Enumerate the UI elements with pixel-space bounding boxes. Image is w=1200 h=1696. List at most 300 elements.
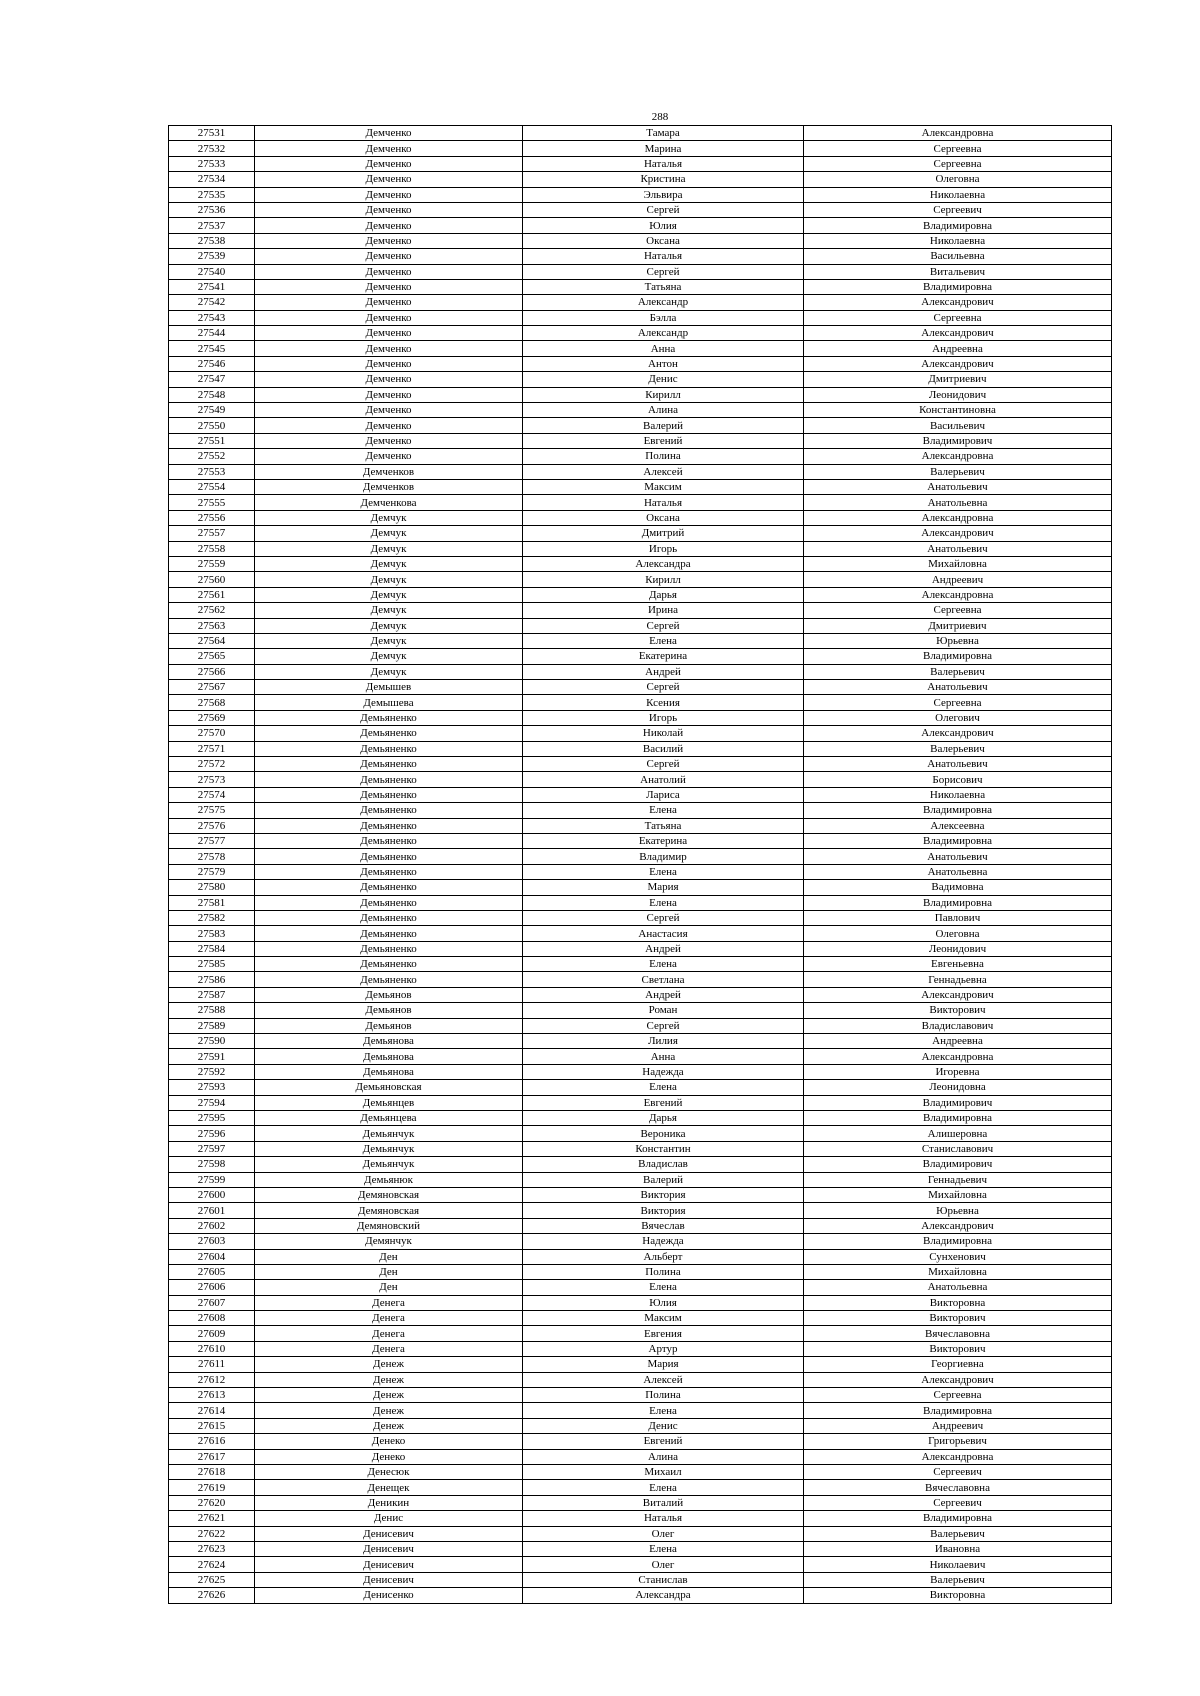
record-number-cell: 27583 — [169, 926, 255, 941]
patronymic-cell: Андреевич — [804, 1418, 1112, 1433]
record-number-cell: 27593 — [169, 1080, 255, 1095]
record-number-cell: 27557 — [169, 526, 255, 541]
roster-table — [168, 125, 1112, 1604]
surname-cell: Демьянов — [255, 1018, 523, 1033]
first-name-cell: Кирилл — [523, 387, 804, 402]
patronymic-cell: Александрович — [804, 1218, 1112, 1233]
table-row — [169, 1034, 1112, 1049]
surname-cell: Демченко — [255, 202, 523, 217]
patronymic-cell: Дмитриевич — [804, 372, 1112, 387]
table-row — [169, 726, 1112, 741]
table-row — [169, 633, 1112, 648]
record-number-cell: 27603 — [169, 1234, 255, 1249]
table-row — [169, 1111, 1112, 1126]
surname-cell: Демченко — [255, 433, 523, 448]
patronymic-cell: Владимировна — [804, 895, 1112, 910]
first-name-cell: Алина — [523, 403, 804, 418]
surname-cell: Ден — [255, 1249, 523, 1264]
patronymic-cell: Алишеровна — [804, 1126, 1112, 1141]
surname-cell: Демчук — [255, 526, 523, 541]
first-name-cell: Елена — [523, 803, 804, 818]
record-number-cell: 27567 — [169, 680, 255, 695]
table-row — [169, 1264, 1112, 1279]
surname-cell: Денисевич — [255, 1526, 523, 1541]
patronymic-cell: Олеговна — [804, 926, 1112, 941]
first-name-cell: Сергей — [523, 1018, 804, 1033]
surname-cell: Демченко — [255, 326, 523, 341]
first-name-cell: Сергей — [523, 618, 804, 633]
surname-cell: Демченко — [255, 310, 523, 325]
patronymic-cell: Владимирович — [804, 1157, 1112, 1172]
record-number-cell: 27554 — [169, 479, 255, 494]
surname-cell: Демченко — [255, 264, 523, 279]
record-number-cell: 27566 — [169, 664, 255, 679]
first-name-cell: Андрей — [523, 664, 804, 679]
record-number-cell: 27579 — [169, 864, 255, 879]
surname-cell: Демьянчук — [255, 1126, 523, 1141]
record-number-cell: 27606 — [169, 1280, 255, 1295]
patronymic-cell: Андреевна — [804, 1034, 1112, 1049]
record-number-cell: 27585 — [169, 957, 255, 972]
patronymic-cell: Дмитриевич — [804, 618, 1112, 633]
patronymic-cell: Александровна — [804, 587, 1112, 602]
surname-cell: Денесюк — [255, 1464, 523, 1479]
table-row — [169, 910, 1112, 925]
patronymic-cell: Сергеевна — [804, 1388, 1112, 1403]
table-row — [169, 1187, 1112, 1202]
patronymic-cell: Михайловна — [804, 1187, 1112, 1202]
record-number-cell: 27573 — [169, 772, 255, 787]
patronymic-cell: Владимирович — [804, 1095, 1112, 1110]
record-number-cell: 27612 — [169, 1372, 255, 1387]
surname-cell: Демьяненко — [255, 864, 523, 879]
record-number-cell: 27571 — [169, 741, 255, 756]
first-name-cell: Бэлла — [523, 310, 804, 325]
record-number-cell: 27569 — [169, 710, 255, 725]
first-name-cell: Максим — [523, 479, 804, 494]
surname-cell: Денега — [255, 1295, 523, 1310]
first-name-cell: Евгений — [523, 433, 804, 448]
surname-cell: Демьяненко — [255, 910, 523, 925]
record-number-cell: 27604 — [169, 1249, 255, 1264]
table-row — [169, 880, 1112, 895]
first-name-cell: Татьяна — [523, 818, 804, 833]
record-number-cell: 27625 — [169, 1572, 255, 1587]
patronymic-cell: Андреевна — [804, 341, 1112, 356]
patronymic-cell: Александровна — [804, 1049, 1112, 1064]
table-row — [169, 403, 1112, 418]
patronymic-cell: Владимировна — [804, 218, 1112, 233]
table-row — [169, 1588, 1112, 1603]
table-row — [169, 541, 1112, 556]
record-number-cell: 27545 — [169, 341, 255, 356]
surname-cell: Демьянцев — [255, 1095, 523, 1110]
table-row — [169, 803, 1112, 818]
first-name-cell: Светлана — [523, 972, 804, 987]
surname-cell: Демчук — [255, 649, 523, 664]
patronymic-cell: Анатольевна — [804, 864, 1112, 879]
table-row — [169, 603, 1112, 618]
table-row — [169, 1141, 1112, 1156]
record-number-cell: 27532 — [169, 141, 255, 156]
table-row — [169, 1541, 1112, 1556]
table-row — [169, 172, 1112, 187]
first-name-cell: Елена — [523, 1403, 804, 1418]
first-name-cell: Альберт — [523, 1249, 804, 1264]
record-number-cell: 27555 — [169, 495, 255, 510]
table-row — [169, 864, 1112, 879]
surname-cell: Демьяненко — [255, 710, 523, 725]
record-number-cell: 27587 — [169, 987, 255, 1002]
patronymic-cell: Вячеславовна — [804, 1480, 1112, 1495]
surname-cell: Демьяненко — [255, 941, 523, 956]
surname-cell: Денисенко — [255, 1588, 523, 1603]
record-number-cell: 27550 — [169, 418, 255, 433]
table-row — [169, 1418, 1112, 1433]
record-number-cell: 27536 — [169, 202, 255, 217]
first-name-cell: Полина — [523, 1264, 804, 1279]
first-name-cell: Анатолий — [523, 772, 804, 787]
record-number-cell: 27542 — [169, 295, 255, 310]
surname-cell: Денеж — [255, 1418, 523, 1433]
first-name-cell: Тамара — [523, 126, 804, 141]
record-number-cell: 27565 — [169, 649, 255, 664]
record-number-cell: 27623 — [169, 1541, 255, 1556]
record-number-cell: 27602 — [169, 1218, 255, 1233]
surname-cell: Денеж — [255, 1372, 523, 1387]
surname-cell: Денисевич — [255, 1557, 523, 1572]
first-name-cell: Дарья — [523, 587, 804, 602]
surname-cell: Демяновская — [255, 1203, 523, 1218]
first-name-cell: Полина — [523, 449, 804, 464]
table-row — [169, 1172, 1112, 1187]
record-number-cell: 27568 — [169, 695, 255, 710]
record-number-cell: 27562 — [169, 603, 255, 618]
record-number-cell: 27551 — [169, 433, 255, 448]
first-name-cell: Елена — [523, 1480, 804, 1495]
first-name-cell: Артур — [523, 1341, 804, 1356]
first-name-cell: Екатерина — [523, 649, 804, 664]
page-number: 288 — [651, 111, 669, 123]
patronymic-cell: Леонидович — [804, 387, 1112, 402]
patronymic-cell: Николаевич — [804, 1557, 1112, 1572]
table-row — [169, 1557, 1112, 1572]
table-row — [169, 464, 1112, 479]
first-name-cell: Лариса — [523, 787, 804, 802]
patronymic-cell: Ивановна — [804, 1541, 1112, 1556]
surname-cell: Ден — [255, 1264, 523, 1279]
patronymic-cell: Игоревна — [804, 1064, 1112, 1079]
record-number-cell: 27543 — [169, 310, 255, 325]
patronymic-cell: Сунхенович — [804, 1249, 1112, 1264]
patronymic-cell: Валерьевич — [804, 664, 1112, 679]
surname-cell: Демьянчук — [255, 1141, 523, 1156]
surname-cell: Демчук — [255, 603, 523, 618]
surname-cell: Демьяненко — [255, 895, 523, 910]
patronymic-cell: Витальевич — [804, 264, 1112, 279]
first-name-cell: Сергей — [523, 757, 804, 772]
record-number-cell: 27591 — [169, 1049, 255, 1064]
record-number-cell: 27538 — [169, 233, 255, 248]
record-number-cell: 27600 — [169, 1187, 255, 1202]
table-row — [169, 680, 1112, 695]
first-name-cell: Елена — [523, 864, 804, 879]
first-name-cell: Елена — [523, 895, 804, 910]
surname-cell: Демчук — [255, 572, 523, 587]
patronymic-cell: Валерьевич — [804, 741, 1112, 756]
first-name-cell: Анна — [523, 1049, 804, 1064]
table-row — [169, 1280, 1112, 1295]
first-name-cell: Ксения — [523, 695, 804, 710]
patronymic-cell: Анатольевна — [804, 495, 1112, 510]
patronymic-cell: Павлович — [804, 910, 1112, 925]
patronymic-cell: Николаевна — [804, 787, 1112, 802]
surname-cell: Демчук — [255, 556, 523, 571]
first-name-cell: Лилия — [523, 1034, 804, 1049]
record-number-cell: 27605 — [169, 1264, 255, 1279]
surname-cell: Демчук — [255, 664, 523, 679]
record-number-cell: 27582 — [169, 910, 255, 925]
table-row — [169, 1095, 1112, 1110]
patronymic-cell: Владимировна — [804, 1511, 1112, 1526]
patronymic-cell: Сергеевна — [804, 141, 1112, 156]
first-name-cell: Анна — [523, 341, 804, 356]
table-row — [169, 1526, 1112, 1541]
patronymic-cell: Михайловна — [804, 556, 1112, 571]
record-number-cell: 27620 — [169, 1495, 255, 1510]
first-name-cell: Вероника — [523, 1126, 804, 1141]
surname-cell: Демченко — [255, 141, 523, 156]
surname-cell: Демченко — [255, 449, 523, 464]
first-name-cell: Владислав — [523, 1157, 804, 1172]
table-row — [169, 695, 1112, 710]
surname-cell: Денеж — [255, 1357, 523, 1372]
table-row — [169, 1064, 1112, 1079]
patronymic-cell: Олеговна — [804, 172, 1112, 187]
table-row — [169, 433, 1112, 448]
first-name-cell: Николай — [523, 726, 804, 741]
surname-cell: Демьянова — [255, 1049, 523, 1064]
table-row — [169, 895, 1112, 910]
table-row — [169, 310, 1112, 325]
surname-cell: Демченко — [255, 403, 523, 418]
first-name-cell: Елена — [523, 1541, 804, 1556]
first-name-cell: Кирилл — [523, 572, 804, 587]
record-number-cell: 27592 — [169, 1064, 255, 1079]
surname-cell: Демченко — [255, 218, 523, 233]
patronymic-cell: Вячеславовна — [804, 1326, 1112, 1341]
table-row — [169, 849, 1112, 864]
table-row — [169, 1311, 1112, 1326]
first-name-cell: Наталья — [523, 1511, 804, 1526]
first-name-cell: Юлия — [523, 218, 804, 233]
first-name-cell: Игорь — [523, 541, 804, 556]
first-name-cell: Юлия — [523, 1295, 804, 1310]
first-name-cell: Игорь — [523, 710, 804, 725]
first-name-cell: Андрей — [523, 941, 804, 956]
patronymic-cell: Олегович — [804, 710, 1112, 725]
patronymic-cell: Михайловна — [804, 1264, 1112, 1279]
record-number-cell: 27531 — [169, 126, 255, 141]
record-number-cell: 27607 — [169, 1295, 255, 1310]
record-number-cell: 27613 — [169, 1388, 255, 1403]
table-row — [169, 556, 1112, 571]
first-name-cell: Алексей — [523, 1372, 804, 1387]
patronymic-cell: Викторович — [804, 1311, 1112, 1326]
table-row — [169, 1218, 1112, 1233]
table-row — [169, 156, 1112, 171]
table-row — [169, 926, 1112, 941]
patronymic-cell: Григорьевич — [804, 1434, 1112, 1449]
record-number-cell: 27621 — [169, 1511, 255, 1526]
table-row — [169, 1049, 1112, 1064]
table-row — [169, 526, 1112, 541]
record-number-cell: 27560 — [169, 572, 255, 587]
patronymic-cell: Александрович — [804, 726, 1112, 741]
patronymic-cell: Сергеевна — [804, 695, 1112, 710]
first-name-cell: Елена — [523, 957, 804, 972]
first-name-cell: Денис — [523, 372, 804, 387]
first-name-cell: Евгений — [523, 1434, 804, 1449]
first-name-cell: Надежда — [523, 1234, 804, 1249]
table-row — [169, 218, 1112, 233]
surname-cell: Демьяненко — [255, 972, 523, 987]
record-number-cell: 27540 — [169, 264, 255, 279]
record-number-cell: 27535 — [169, 187, 255, 202]
surname-cell: Демченко — [255, 187, 523, 202]
surname-cell: Демченко — [255, 249, 523, 264]
record-number-cell: 27580 — [169, 880, 255, 895]
surname-cell: Денещек — [255, 1480, 523, 1495]
surname-cell: Демьяновская — [255, 1080, 523, 1095]
record-number-cell: 27597 — [169, 1141, 255, 1156]
patronymic-cell: Владиславович — [804, 1018, 1112, 1033]
table-row — [169, 341, 1112, 356]
first-name-cell: Виталий — [523, 1495, 804, 1510]
surname-cell: Денисевич — [255, 1541, 523, 1556]
patronymic-cell: Владимировна — [804, 1234, 1112, 1249]
first-name-cell: Олег — [523, 1526, 804, 1541]
surname-cell: Демьянчук — [255, 1157, 523, 1172]
patronymic-cell: Евгеньевна — [804, 957, 1112, 972]
first-name-cell: Евгений — [523, 1095, 804, 1110]
first-name-cell: Наталья — [523, 249, 804, 264]
first-name-cell: Андрей — [523, 987, 804, 1002]
record-number-cell: 27552 — [169, 449, 255, 464]
surname-cell: Демышева — [255, 695, 523, 710]
first-name-cell: Александр — [523, 295, 804, 310]
surname-cell: Демченков — [255, 464, 523, 479]
first-name-cell: Мария — [523, 880, 804, 895]
record-number-cell: 27594 — [169, 1095, 255, 1110]
surname-cell: Демчук — [255, 587, 523, 602]
table-row — [169, 1434, 1112, 1449]
patronymic-cell: Георгиевна — [804, 1357, 1112, 1372]
record-number-cell: 27601 — [169, 1203, 255, 1218]
surname-cell: Демченков — [255, 479, 523, 494]
surname-cell: Демьянов — [255, 1003, 523, 1018]
first-name-cell: Александр — [523, 326, 804, 341]
record-number-cell: 27618 — [169, 1464, 255, 1479]
surname-cell: Демченко — [255, 279, 523, 294]
patronymic-cell: Александрович — [804, 987, 1112, 1002]
surname-cell: Денисевич — [255, 1572, 523, 1587]
record-number-cell: 27575 — [169, 803, 255, 818]
surname-cell: Денега — [255, 1326, 523, 1341]
patronymic-cell: Сергеевич — [804, 202, 1112, 217]
table-row — [169, 772, 1112, 787]
surname-cell: Денеж — [255, 1388, 523, 1403]
patronymic-cell: Леонидовна — [804, 1080, 1112, 1095]
record-number-cell: 27581 — [169, 895, 255, 910]
table-row — [169, 1449, 1112, 1464]
first-name-cell: Надежда — [523, 1064, 804, 1079]
patronymic-cell: Геннадьевна — [804, 972, 1112, 987]
table-row — [169, 664, 1112, 679]
first-name-cell: Василий — [523, 741, 804, 756]
record-number-cell: 27609 — [169, 1326, 255, 1341]
record-number-cell: 27561 — [169, 587, 255, 602]
first-name-cell: Анастасия — [523, 926, 804, 941]
record-number-cell: 27577 — [169, 833, 255, 848]
record-number-cell: 27584 — [169, 941, 255, 956]
table-row — [169, 1403, 1112, 1418]
record-number-cell: 27553 — [169, 464, 255, 479]
record-number-cell: 27595 — [169, 1111, 255, 1126]
patronymic-cell: Сергеевна — [804, 156, 1112, 171]
surname-cell: Деникин — [255, 1495, 523, 1510]
table-row — [169, 418, 1112, 433]
patronymic-cell: Станиславович — [804, 1141, 1112, 1156]
first-name-cell: Роман — [523, 1003, 804, 1018]
surname-cell: Демьянов — [255, 987, 523, 1002]
patronymic-cell: Александрович — [804, 1372, 1112, 1387]
table-row — [169, 972, 1112, 987]
table-row — [169, 187, 1112, 202]
first-name-cell: Эльвира — [523, 187, 804, 202]
first-name-cell: Олег — [523, 1557, 804, 1572]
surname-cell: Демченко — [255, 172, 523, 187]
table-row — [169, 710, 1112, 725]
patronymic-cell: Александровна — [804, 449, 1112, 464]
table-row — [169, 1357, 1112, 1372]
patronymic-cell: Александрович — [804, 526, 1112, 541]
table-row — [169, 356, 1112, 371]
patronymic-cell: Сергеевич — [804, 1464, 1112, 1479]
record-number-cell: 27558 — [169, 541, 255, 556]
patronymic-cell: Александрович — [804, 295, 1112, 310]
table-row — [169, 1464, 1112, 1479]
surname-cell: Денеж — [255, 1403, 523, 1418]
first-name-cell: Елена — [523, 633, 804, 648]
first-name-cell: Максим — [523, 1311, 804, 1326]
record-number-cell: 27614 — [169, 1403, 255, 1418]
patronymic-cell: Владимировна — [804, 649, 1112, 664]
patronymic-cell: Вадимовна — [804, 880, 1112, 895]
first-name-cell: Сергей — [523, 264, 804, 279]
surname-cell: Денис — [255, 1511, 523, 1526]
patronymic-cell: Викторович — [804, 1003, 1112, 1018]
first-name-cell: Антон — [523, 356, 804, 371]
patronymic-cell: Анатольевна — [804, 1280, 1112, 1295]
first-name-cell: Валерий — [523, 1172, 804, 1187]
table-row — [169, 326, 1112, 341]
record-number-cell: 27622 — [169, 1526, 255, 1541]
record-number-cell: 27544 — [169, 326, 255, 341]
table-row — [169, 1372, 1112, 1387]
surname-cell: Демяновский — [255, 1218, 523, 1233]
table-row — [169, 295, 1112, 310]
